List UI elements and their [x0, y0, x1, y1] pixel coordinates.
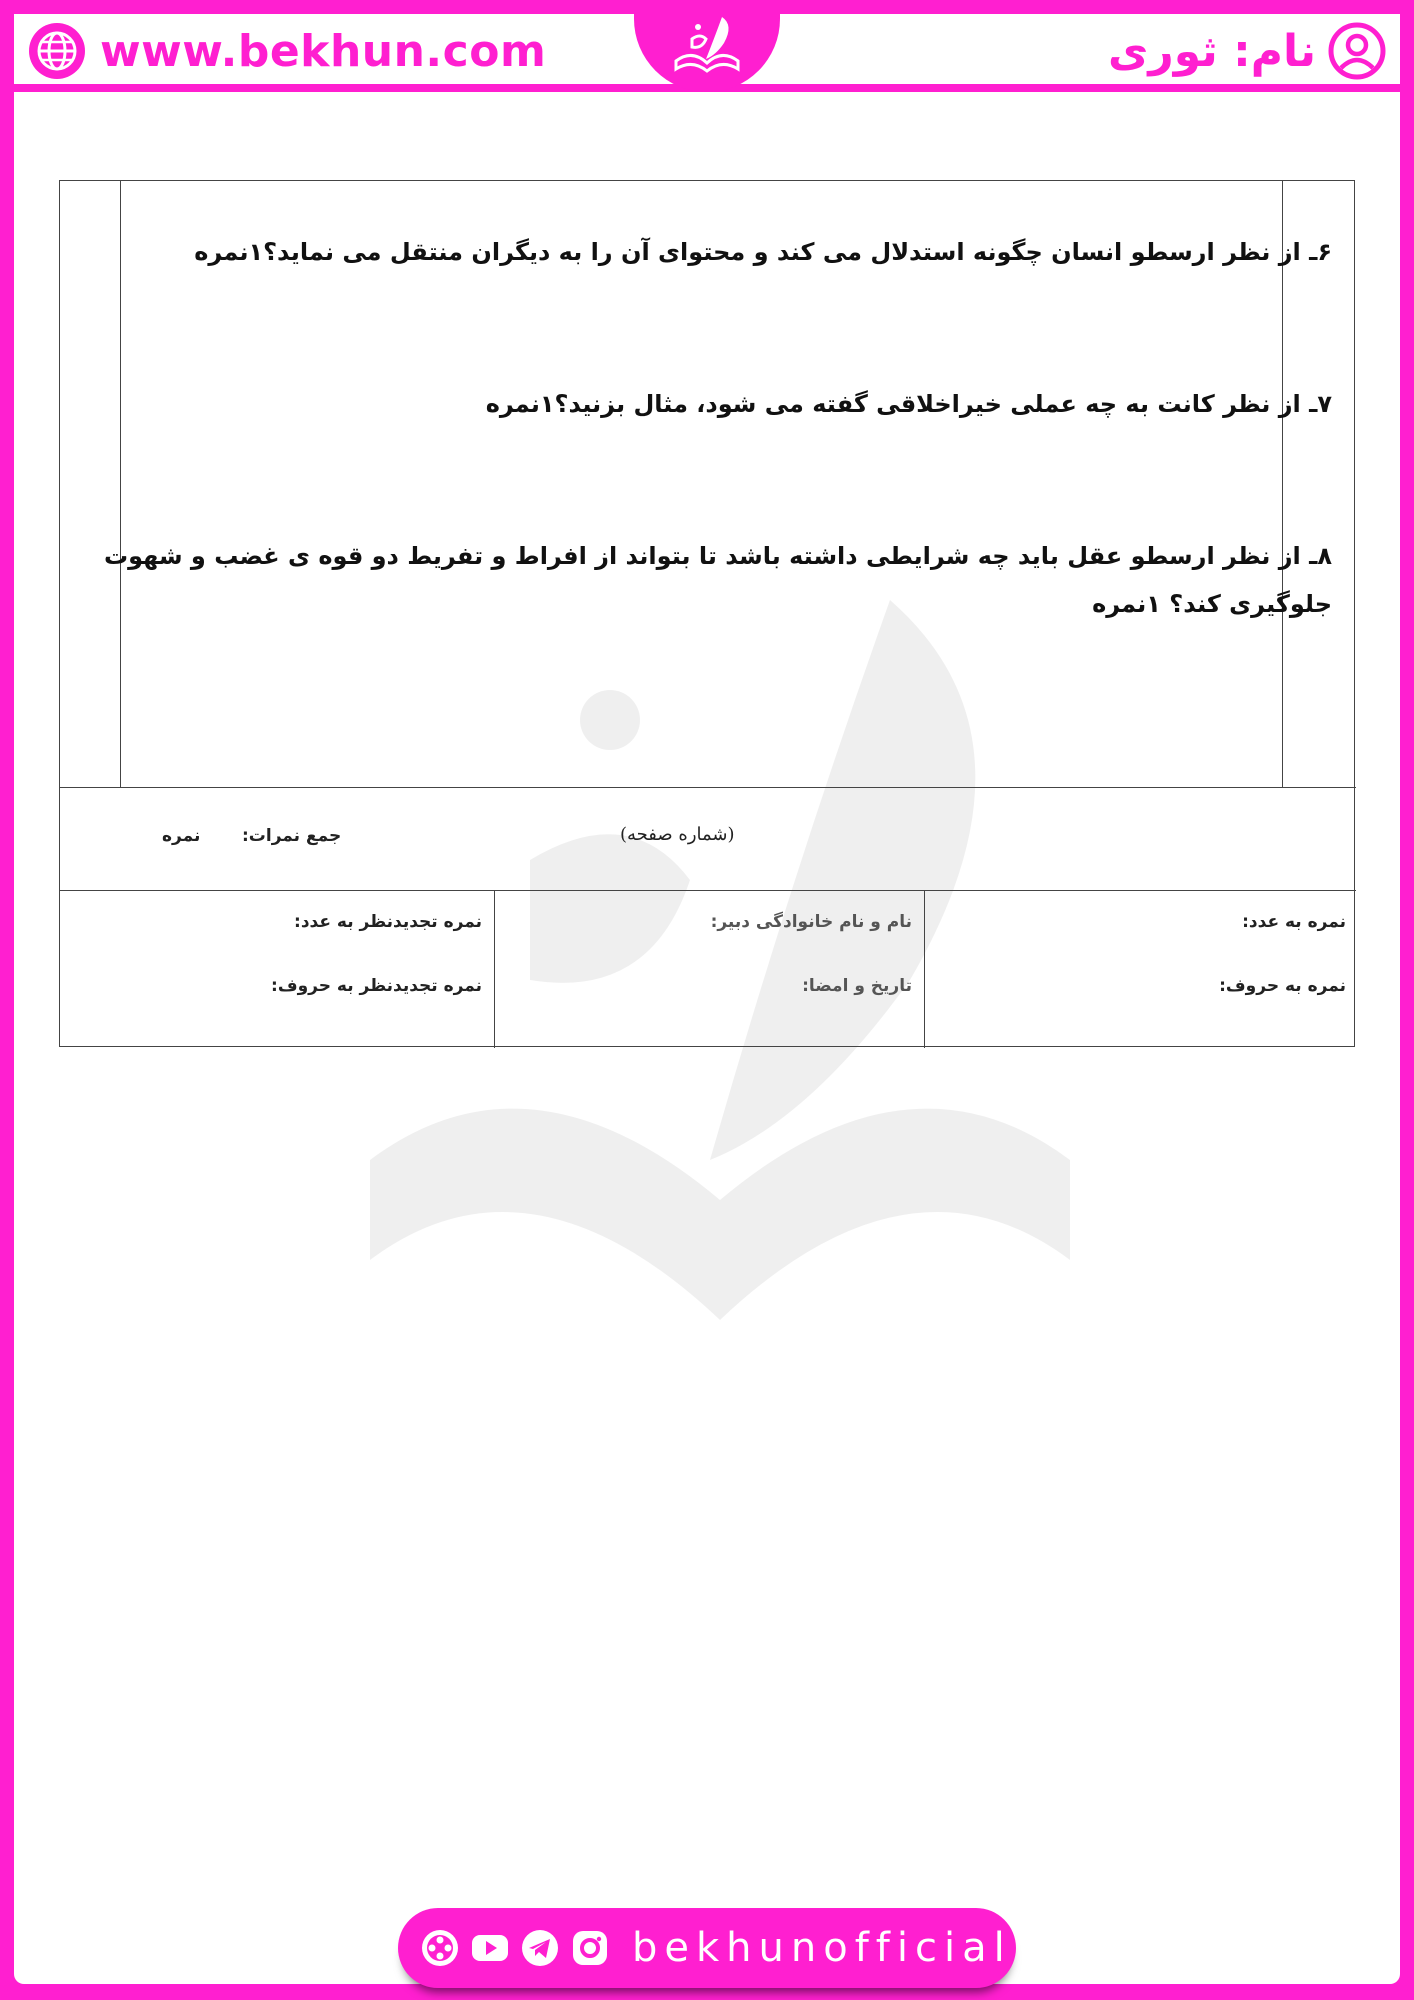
film-icon[interactable]: [420, 1928, 460, 1968]
user-icon: [1328, 22, 1386, 80]
summary-bottom-line: [60, 890, 1356, 891]
question-8-text-line-1: ۸ـ از نظر ارسطو عقل باید چه شرایطی داشته باشد تا بتواند از افراط و تفریط دو قوه ی غضب و شهوت: [103, 542, 1332, 570]
student-name-label: نام: ثوری: [1108, 25, 1316, 77]
question-6-text: ۶ـ از نظر ارسطو انسان چگونه استدلال می کند و محتوای آن را به دیگران منتقل می نماید؟۱نمره: [194, 238, 1332, 266]
website-url[interactable]: www.bekhun.com: [100, 25, 547, 77]
website-block[interactable]: [28, 20, 546, 82]
score-number-label: نمره به عدد:: [1242, 912, 1346, 932]
social-handle[interactable]: bekhunofficial: [632, 1925, 1012, 1971]
question-7-text: ۷ـ از نظر کانت به چه عملی خیراخلاقی گفته می شود، مثال بزنید؟۱نمره: [485, 390, 1332, 418]
score-words-label: نمره به حروف:: [1219, 976, 1346, 996]
date-signature-label: تاریخ و امضا:: [802, 976, 912, 996]
globe-icon: [28, 22, 86, 80]
total-score-label: جمع نمرات:: [242, 826, 342, 846]
social-footer[interactable]: [398, 1908, 1016, 1988]
instagram-icon[interactable]: [570, 1928, 610, 1968]
total-score-unit: نمره: [162, 826, 201, 846]
teacher-name-label: نام و نام خانوادگی دبیر:: [710, 912, 912, 932]
page-number-label: (شماره صفحه): [620, 824, 735, 845]
review-number-label: نمره تجدیدنظر به عدد:: [294, 912, 482, 932]
question-8: [104, 532, 1332, 628]
questions-bottom-line: [60, 787, 1356, 788]
book-feather-logo-icon: [662, 9, 752, 83]
question-7: [486, 380, 1332, 428]
student-name-block: [1108, 20, 1386, 82]
question-6: [194, 228, 1332, 276]
telegram-icon[interactable]: [520, 1928, 560, 1968]
question-8-text-line-2: جلوگیری کند؟ ۱نمره: [1092, 590, 1332, 618]
youtube-icon[interactable]: [470, 1928, 510, 1968]
review-words-label: نمره تجدیدنظر به حروف:: [271, 976, 482, 996]
left-margin-line: [120, 181, 121, 787]
grading-divider-2: [924, 890, 925, 1048]
grading-divider-1: [494, 890, 495, 1048]
